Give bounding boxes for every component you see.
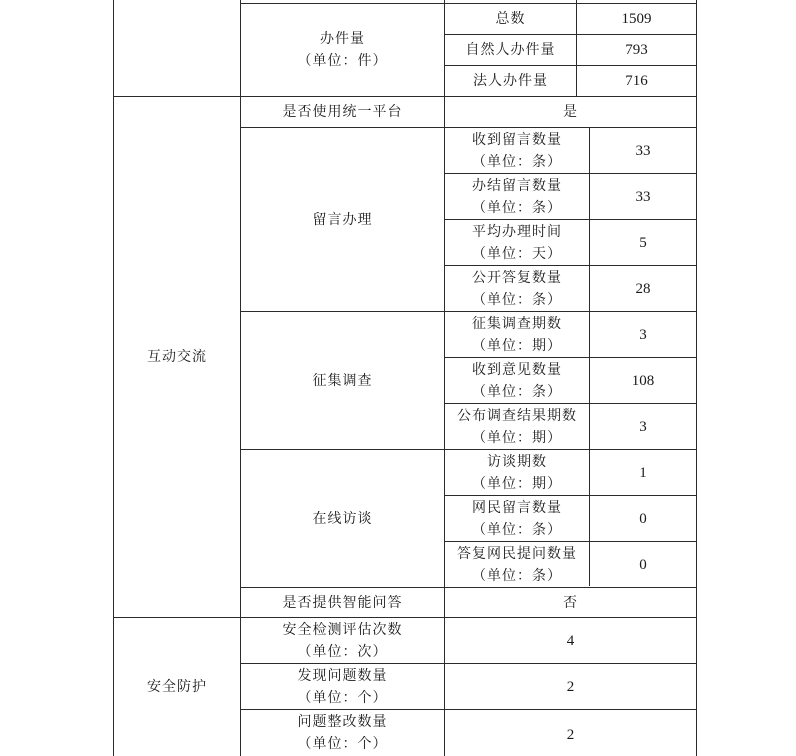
table-row-label: 问题整改数量 （单位：个） (297, 714, 388, 752)
ban-jian-header (241, 4, 444, 96)
table-row-value: 2 (566, 678, 575, 695)
table-row-label: 收到意见数量 （单位：条） (472, 361, 562, 400)
table-row-label: 安全检测评估次数 （单位：次） (282, 621, 403, 660)
unified-platform-label: 是否使用统一平台 (282, 104, 403, 120)
smart-qa-value: 否 (563, 594, 578, 611)
table-row-label: 自然人办件量 (465, 42, 556, 58)
table-row-label: 网民留言数量 （单位：条） (472, 499, 562, 538)
liuyan-label: 留言办理 (312, 211, 373, 228)
table-row-value: 1509 (621, 11, 652, 27)
section-title-anquan: 安全防护 (147, 679, 207, 695)
ban-jian-label: 办件量 (320, 31, 365, 47)
table-row-value: 5 (639, 234, 647, 251)
zhengji-label: 征集调查 (312, 372, 373, 389)
table-row-value: 1 (639, 464, 647, 481)
table-row-label: 平均办理时间 （单位：天） (472, 223, 562, 262)
table-row-label: 访谈期数 （单位：期） (472, 453, 562, 492)
table-row-value: 28 (635, 280, 651, 297)
table-row-value: 2 (566, 727, 575, 743)
table-row-label: 发现问题数量 （单位：个） (297, 667, 388, 706)
table-row-value: 793 (625, 42, 648, 58)
table-row-value: 3 (639, 326, 647, 343)
table-row-label: 公布调查结果期数 （单位：期） (457, 407, 577, 446)
table-row-value: 33 (635, 188, 651, 205)
smart-qa-label: 是否提供智能问答 (282, 594, 403, 611)
table-row-label: 收到留言数量 （单位：条） (472, 131, 562, 170)
table-row-label: 总数 (495, 11, 526, 27)
ban-jian-unit: （单位：件） (297, 53, 388, 69)
table-row-value: 4 (566, 632, 575, 649)
table-row-label: 公开答复数量 （单位：条） (472, 269, 562, 308)
table-row-label: 办结留言数量 （单位：条） (472, 177, 562, 216)
table-row-label: 答复网民提问数量 （单位：条） (457, 545, 577, 584)
table-row-value: 0 (639, 556, 647, 573)
table-row-label: 法人办件量 (473, 73, 548, 89)
fangtan-label: 在线访谈 (312, 510, 373, 527)
table-row-value: 716 (625, 73, 648, 89)
table-row-value: 3 (639, 418, 647, 435)
table-row-value: 0 (639, 510, 647, 527)
unified-platform-value: 是 (563, 104, 578, 120)
table-row-value: 108 (631, 372, 655, 389)
table-row-value: 33 (635, 142, 651, 159)
table-row-label: 征集调查期数 （单位：期） (472, 315, 562, 354)
section-title-hudong: 互动交流 (147, 349, 207, 365)
